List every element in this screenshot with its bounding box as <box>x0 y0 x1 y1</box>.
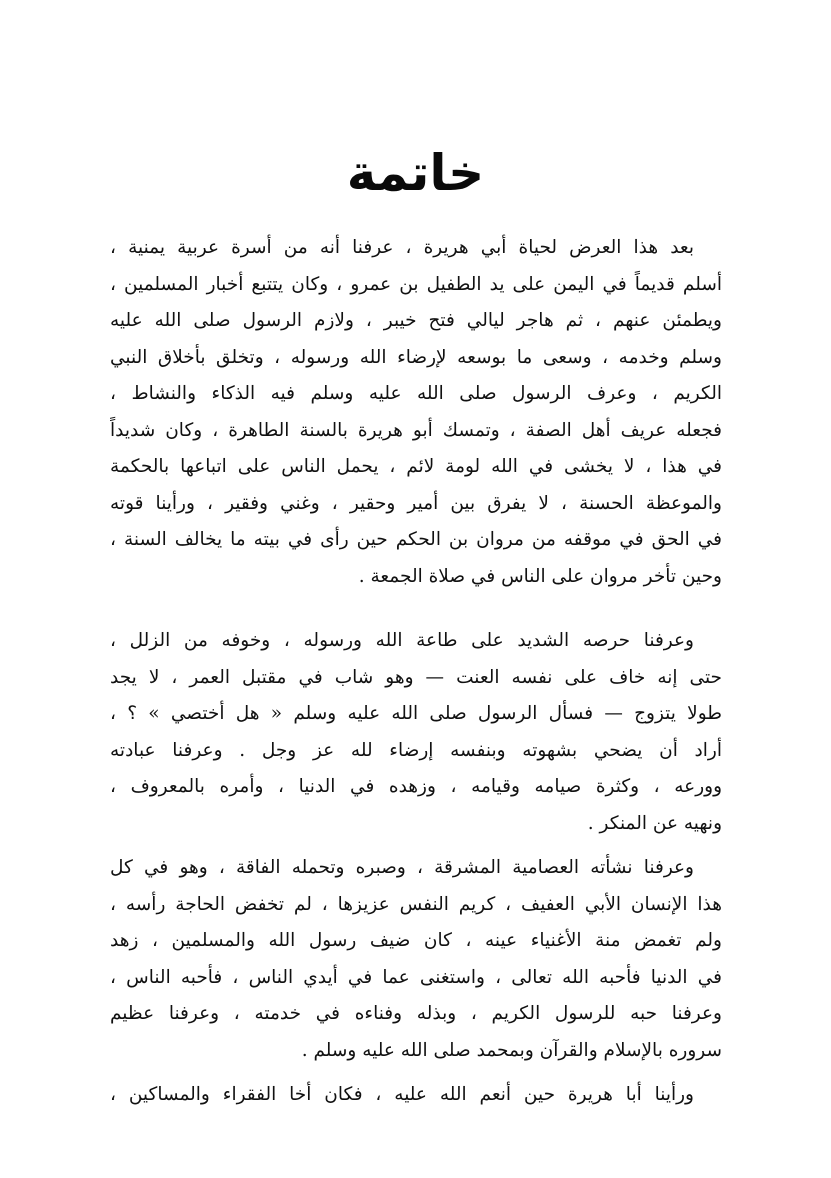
text-line: هذا الإنسان الأبي العفيف ، كريم النفس عزيزها ، لم تخفض الحاجة رأسه ، <box>110 893 722 915</box>
text-line: طولا يتزوج — فسأل الرسول صلى الله عليه وسلم « هل أختصي » ؟ ، <box>110 703 722 724</box>
paragraph-spacer <box>110 842 722 850</box>
text-line: في هذا ، لا يخشى في الله لومة لائم ، يحمل الناس على اتباعها بالحكمة <box>110 456 722 477</box>
text-line: وعرفنا حرصه الشديد على طاعة الله ورسوله ، وخوفه من الزلل ، <box>110 630 694 651</box>
text-line: ولم تغمض منة الأغنياء عينه ، كان ضيف رسول الله والمسلمين ، زهد <box>110 930 722 951</box>
paragraph <box>110 623 722 842</box>
text-line: والموعظة الحسنة ، لا يفرق بين أمير وحقير ، وغني وفقير ، ورأينا قوته <box>110 492 722 514</box>
text-line: ويطمئن عنهم ، ثم هاجر ليالي فتح خيبر ، ولازم الرسول صلى الله عليه <box>110 310 722 331</box>
text-line: سروره بالإسلام والقرآن وبمحمد صلى الله عليه وسلم . <box>301 1039 722 1061</box>
text-line: في الدنيا فأحبه الله تعالى ، واستغنى عما في أيدي الناس ، فأحبه الناس ، <box>110 966 722 988</box>
text-line: بعد هذا العرض لحياة أبي هريرة ، عرفنا أنه من أسرة عربية يمنية ، <box>110 237 694 258</box>
text-line: وعرفنا نشأته العصامية المشرقة ، وصبره وتحمله الفاقة ، وهو في كل <box>110 857 694 878</box>
paragraph-spacer <box>110 1069 722 1077</box>
paragraph-spacer <box>110 595 722 623</box>
body-text <box>110 230 722 1114</box>
chapter-title: خاتمة <box>346 144 485 202</box>
text-line: أراد أن يضحي بشهوته وبنفسه إرضاء لله عز وجل . وعرفنا عبادته <box>110 739 722 761</box>
paragraph <box>110 850 722 1069</box>
paragraph <box>110 230 722 595</box>
text-line: في الحق في موقفه من مروان بن الحكم حين رأى في بيته ما يخالف السنة ، <box>110 529 722 550</box>
text-line: حتى إنه خاف على نفسه العنت — وهو شاب في مقتبل العمر ، لا يجد <box>110 666 722 688</box>
paragraph <box>110 1077 722 1114</box>
text-line: الكريم ، وعرف الرسول صلى الله عليه وسلم فيه الذكاء والنشاط ، <box>110 383 722 404</box>
text-line: وعرفنا حبه للرسول الكريم ، وبذله وفناءه في خدمته ، وعرفنا عظيم <box>110 1003 722 1024</box>
text-line: أسلم قديماً في اليمن على يد الطفيل بن عمرو ، وكان يتتبع أخبار المسلمين ، <box>110 273 722 295</box>
text-line: وحين تأخر مروان على الناس في صلاة الجمعة . <box>358 565 722 587</box>
text-line: ونهيه عن المنكر . <box>587 812 722 834</box>
text-line: فجعله عريف أهل الصفة ، وتمسك أبو هريرة بالسنة الطاهرة ، وكان شديداً <box>110 419 722 441</box>
text-line: وورعه ، وكثرة صيامه وقيامه ، وزهده في الدنيا ، وأمره بالمعروف ، <box>110 776 722 797</box>
text-line: ورأينا أبا هريرة حين أنعم الله عليه ، فكان أخا الفقراء والمساكين ، <box>110 1084 694 1105</box>
text-line: وسلم وخدمه ، وسعى ما بوسعه لإرضاء الله ورسوله ، وتخلق بأخلاق النبي <box>110 346 722 368</box>
